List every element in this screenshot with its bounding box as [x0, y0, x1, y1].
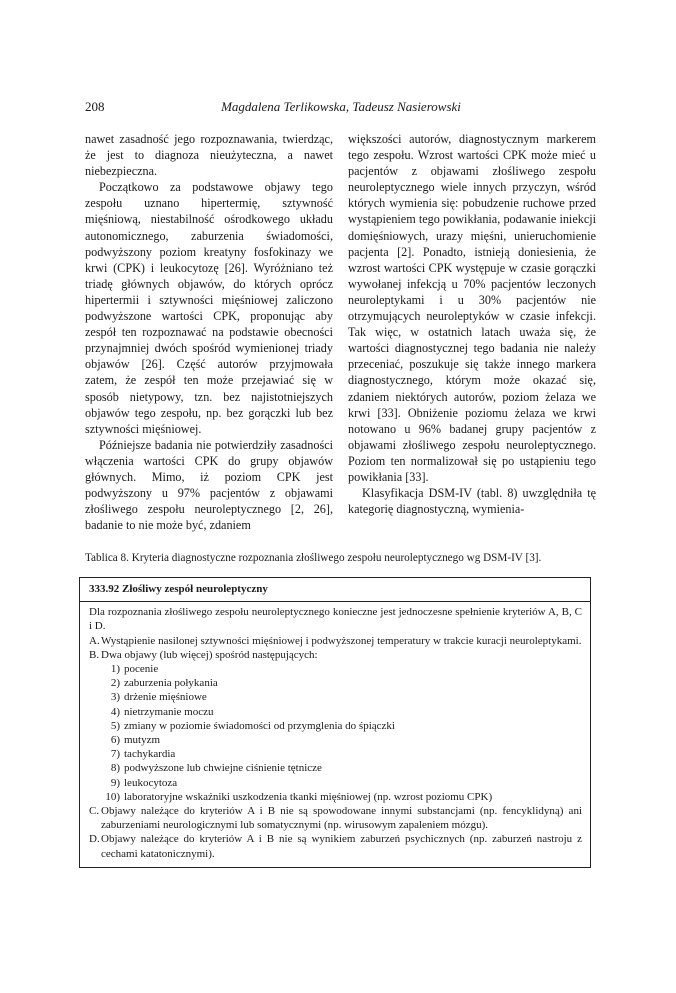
criterion-d [89, 832, 582, 860]
symptom-text: nietrzymanie moczu [124, 705, 214, 718]
symptom-text: mutyzm [124, 734, 161, 747]
symptom-number: 7) [110, 748, 120, 761]
symptom-item [89, 733, 582, 747]
symptom-text: tachykardia [124, 748, 176, 761]
symptom-text: drżenie mięśniowe [124, 691, 207, 704]
symptom-item [89, 690, 582, 704]
symptom-item [89, 761, 582, 775]
left-paragraph-2: Początkowo za podstawowe objawy tego zespołu uznano hipertermię, sztywność mięśniową, niestabilność ośrodkowego układu autonomicznego, zaburzenia świadomości, podwyższony poziom kreatyny fosfokinazy we krwi (CPK) i leukocytozę [26]. Wyróżniano też triadę głównych objawów, do których oprócz hipertermii i sztywności mięśniowej zaliczono podwyższone wartości CPK, proponując aby zespół ten rozpoznawać na podstawie obecności przynajmniej dwóch spośród wymienionej triady objawów [26]. Część autorów przyjmowała zatem, że zespół ten może przejawiać się w sposób nietypowy, tzn. bez najistotniejszych objawów tego zespołu, np. bez gorączki lub bez sztywności mięśniowej. [85, 180, 333, 436]
symptom-text: laboratoryjne wskaźniki uszkodzenia tkanki mięśniowej (np. wzrost poziomu CPK) [124, 790, 493, 803]
right-paragraph-1: większości autorów, diagnostycznym markerem tego zespołu. Wzrost wartości CPK może mieć u pacjentów z objawami złośliwego zespołu neuroleptycznego wiele innych przyczyn, wśród których wymienia się: pobudzenie ruchowe przed wystąpieniem tego powikłania, podawanie iniekcji domięśniowych, urazy mięśni, unieruchomienie pacjenta [2]. Ponadto, istnieją doniesienia, że wzrost wartości CPK występuje w czasie gorączki wywołanej infekcją u 70% pacjentów leczonych neuroleptykami i u 30% pacjentów nie otrzymujących neuroleptyków w czasie infekcji. Tak więc, w ostatnich latach uważa się, że wartości diagnostycznej tego badania nie należy przeceniać, poszukuje się także innego markera diagnostycznego, którym może okazać się, zdaniem niektórych autorów, poziom żelaza we krwi [33]. Obniżenie poziomu żelaza we krwi notowano u 96% badanej grupy pacjentów z objawami złośliwego zespołu neuroleptycznego. Poziom ten normalizował się po ustąpieniu tego powikłania [33]. [348, 132, 596, 484]
criterion-b-label: B. [89, 648, 100, 661]
symptom-item [89, 790, 582, 804]
criterion-b [89, 648, 582, 662]
left-paragraph-1: nawet zasadność jego rozpoznawania, twierdząc, że jest to diagnoza nieużyteczna, a nawet niebezpieczna. [85, 132, 333, 179]
table-divider [80, 601, 590, 602]
criterion-d-text: Objawy należące do kryteriów A i B nie są wynikiem zaburzeń psychicznych (np. zaburzeń nastroju z cechami katatonicznymi). [101, 833, 582, 860]
criterion-a-label: A. [89, 634, 100, 647]
right-paragraph-2: Klasyfikacja DSM-IV (tabl. 8) uwzględniła tę kategorię diagnostyczną, wymienia- [348, 486, 596, 517]
symptom-number: 9) [110, 776, 120, 789]
criterion-c-text: Objawy należące do kryteriów A i B nie są spowodowane innymi substancjami (np. fencyklidyną) ani zaburzeniami neurologicznymi lub somatycznymi (np. wirusowym zapaleniem mózgu). [101, 805, 582, 832]
symptom-number: 8) [110, 762, 120, 775]
symptom-number: 4) [110, 705, 120, 718]
table-title: 333.92 Złośliwy zespół neuroleptyczny [89, 583, 268, 595]
symptom-number: 6) [110, 734, 120, 747]
right-text-column [348, 131, 596, 517]
symptom-number: 5) [110, 719, 120, 732]
symptom-number: 10) [105, 790, 120, 803]
left-paragraph-3: Późniejsze badania nie potwierdziły zasadności włączenia wartości CPK do grupy objawów głównych. Mimo, iż poziom CPK jest podwyższony u 97% pacjentów z objawami złośliwego zespołu neuroleptycznego [2, 26], badanie to nie może być, zdaniem [85, 437, 333, 533]
symptom-number: 2) [110, 677, 120, 690]
criterion-b-text: Dwa objawy (lub więcej) spośród następujących: [101, 648, 318, 661]
symptom-text: pocenie [124, 663, 159, 676]
symptom-item [89, 719, 582, 733]
table-caption: Tablica 8. Kryteria diagnostyczne rozpoznania złośliwego zespołu neuroleptycznego wg DSM-IV [3]. [85, 552, 542, 564]
symptom-item [89, 662, 582, 676]
page-header [85, 99, 597, 117]
symptom-text: zaburzenia połykania [124, 677, 218, 690]
criterion-a [89, 634, 582, 648]
symptom-item [89, 747, 582, 761]
symptom-item [89, 676, 582, 690]
symptom-text: leukocytoza [124, 776, 178, 789]
symptom-item [89, 705, 582, 719]
symptom-number: 3) [110, 691, 120, 704]
page-number: 208 [85, 99, 105, 114]
symptom-item [89, 776, 582, 790]
running-head-authors: Magdalena Terlikowska, Tadeusz Nasierowski [221, 99, 461, 114]
left-text-column [85, 131, 333, 533]
criterion-c-label: C. [89, 805, 100, 818]
symptom-text: podwyższone lub chwiejne ciśnienie tętnicze [124, 762, 322, 775]
table-intro: Dla rozpoznania złośliwego zespołu neuroleptycznego konieczne jest jednoczesne spełnienie kryteriów A, B, C i D. [89, 606, 582, 633]
criteria-table [79, 577, 591, 868]
criterion-d-label: D. [89, 833, 100, 846]
criterion-c [89, 804, 582, 832]
symptom-text: zmiany w poziomie świadomości od przymglenia do śpiączki [124, 719, 395, 732]
criterion-a-text: Wystąpienie nasilonej sztywności mięśniowej i podwyższonej temperatury w trakcie kuracji neuroleptykami. [101, 634, 582, 647]
symptom-number: 1) [110, 663, 120, 676]
